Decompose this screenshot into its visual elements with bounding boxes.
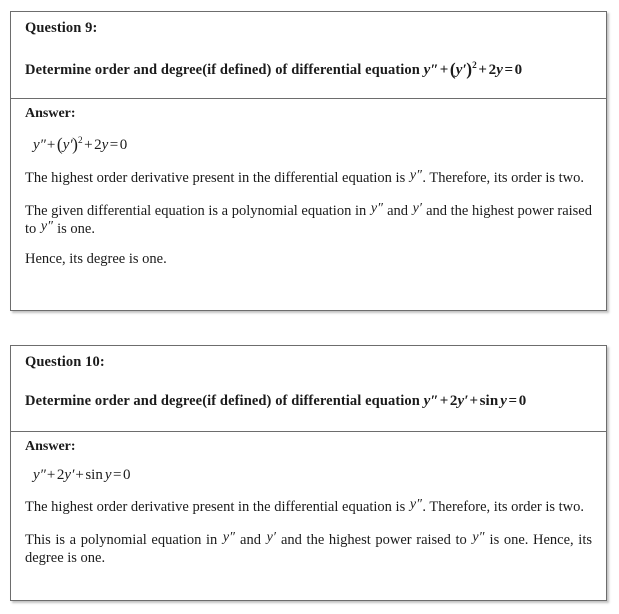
question-label: Question 10: bbox=[25, 354, 105, 370]
answer-line-text: The highest order derivative present in the differential equation is bbox=[25, 499, 409, 516]
math-y-double-prime: y″ bbox=[472, 529, 484, 545]
answer-label: Answer: bbox=[25, 106, 76, 121]
answer-line-text: and the highest power raised to bbox=[276, 531, 472, 548]
answer-line-text: and bbox=[383, 202, 412, 219]
math-y-double-prime: y″ bbox=[409, 168, 422, 184]
question-prompt-equation: y″ + 2y′ + sin y = 0 bbox=[423, 392, 527, 409]
question-card bbox=[10, 345, 607, 601]
answer-line-text: Hence, its degree is one. bbox=[25, 250, 167, 267]
answer-line-text: and bbox=[235, 531, 266, 548]
answer-line bbox=[25, 250, 592, 268]
question-prompt bbox=[25, 59, 592, 79]
question-prompt-text: Determine order and degree(if defined) of differential equation bbox=[25, 392, 420, 409]
answer-line bbox=[25, 531, 592, 568]
answer-line-text: The given differential equation is a polynomial equation in bbox=[25, 202, 370, 219]
answer-line-text: is one. Hence, its degree is one. bbox=[25, 531, 592, 567]
answer-line bbox=[25, 498, 592, 517]
answer-line-text: This is a polynomial equation in bbox=[25, 531, 222, 548]
math-y-prime: y′ bbox=[266, 529, 276, 545]
math-y-prime: y′ bbox=[412, 200, 422, 216]
answer-equation: y″ + 2y′ + sin y = 0 bbox=[33, 467, 131, 484]
answer-line-text: . Therefore, its order is two. bbox=[422, 170, 585, 187]
answer-line bbox=[25, 169, 592, 188]
question-card bbox=[10, 11, 607, 311]
question-prompt-region bbox=[11, 12, 606, 98]
answer-line bbox=[25, 202, 592, 239]
math-y-double-prime: y″ bbox=[40, 219, 53, 235]
question-prompt bbox=[25, 393, 592, 410]
answer-line-text: and the highest power raised to bbox=[25, 202, 592, 238]
question-label: Question 9: bbox=[25, 20, 98, 36]
answer-equation: $y'' +(y')^2 + 2y = 0$ bbox=[33, 134, 128, 155]
question-prompt-text: Determine order and degree(if defined) of differential equation bbox=[25, 61, 420, 78]
math-y-double-prime: y″ bbox=[370, 200, 383, 216]
answer-line-text: The highest order derivative present in the differential equation is bbox=[25, 170, 409, 187]
answer-line-text: . Therefore, its order is two. bbox=[422, 499, 585, 516]
math-y-double-prime: y″ bbox=[222, 529, 235, 545]
answer-region bbox=[11, 432, 606, 568]
answer-line-text: is one. bbox=[53, 221, 95, 238]
question-prompt-region bbox=[11, 346, 606, 431]
math-y-double-prime: y″ bbox=[409, 497, 422, 513]
answer-region bbox=[11, 99, 606, 268]
question-prompt-equation: $y'' +(y')^2 + 2y = 0$ bbox=[423, 58, 523, 79]
answer-label: Answer: bbox=[25, 439, 76, 454]
